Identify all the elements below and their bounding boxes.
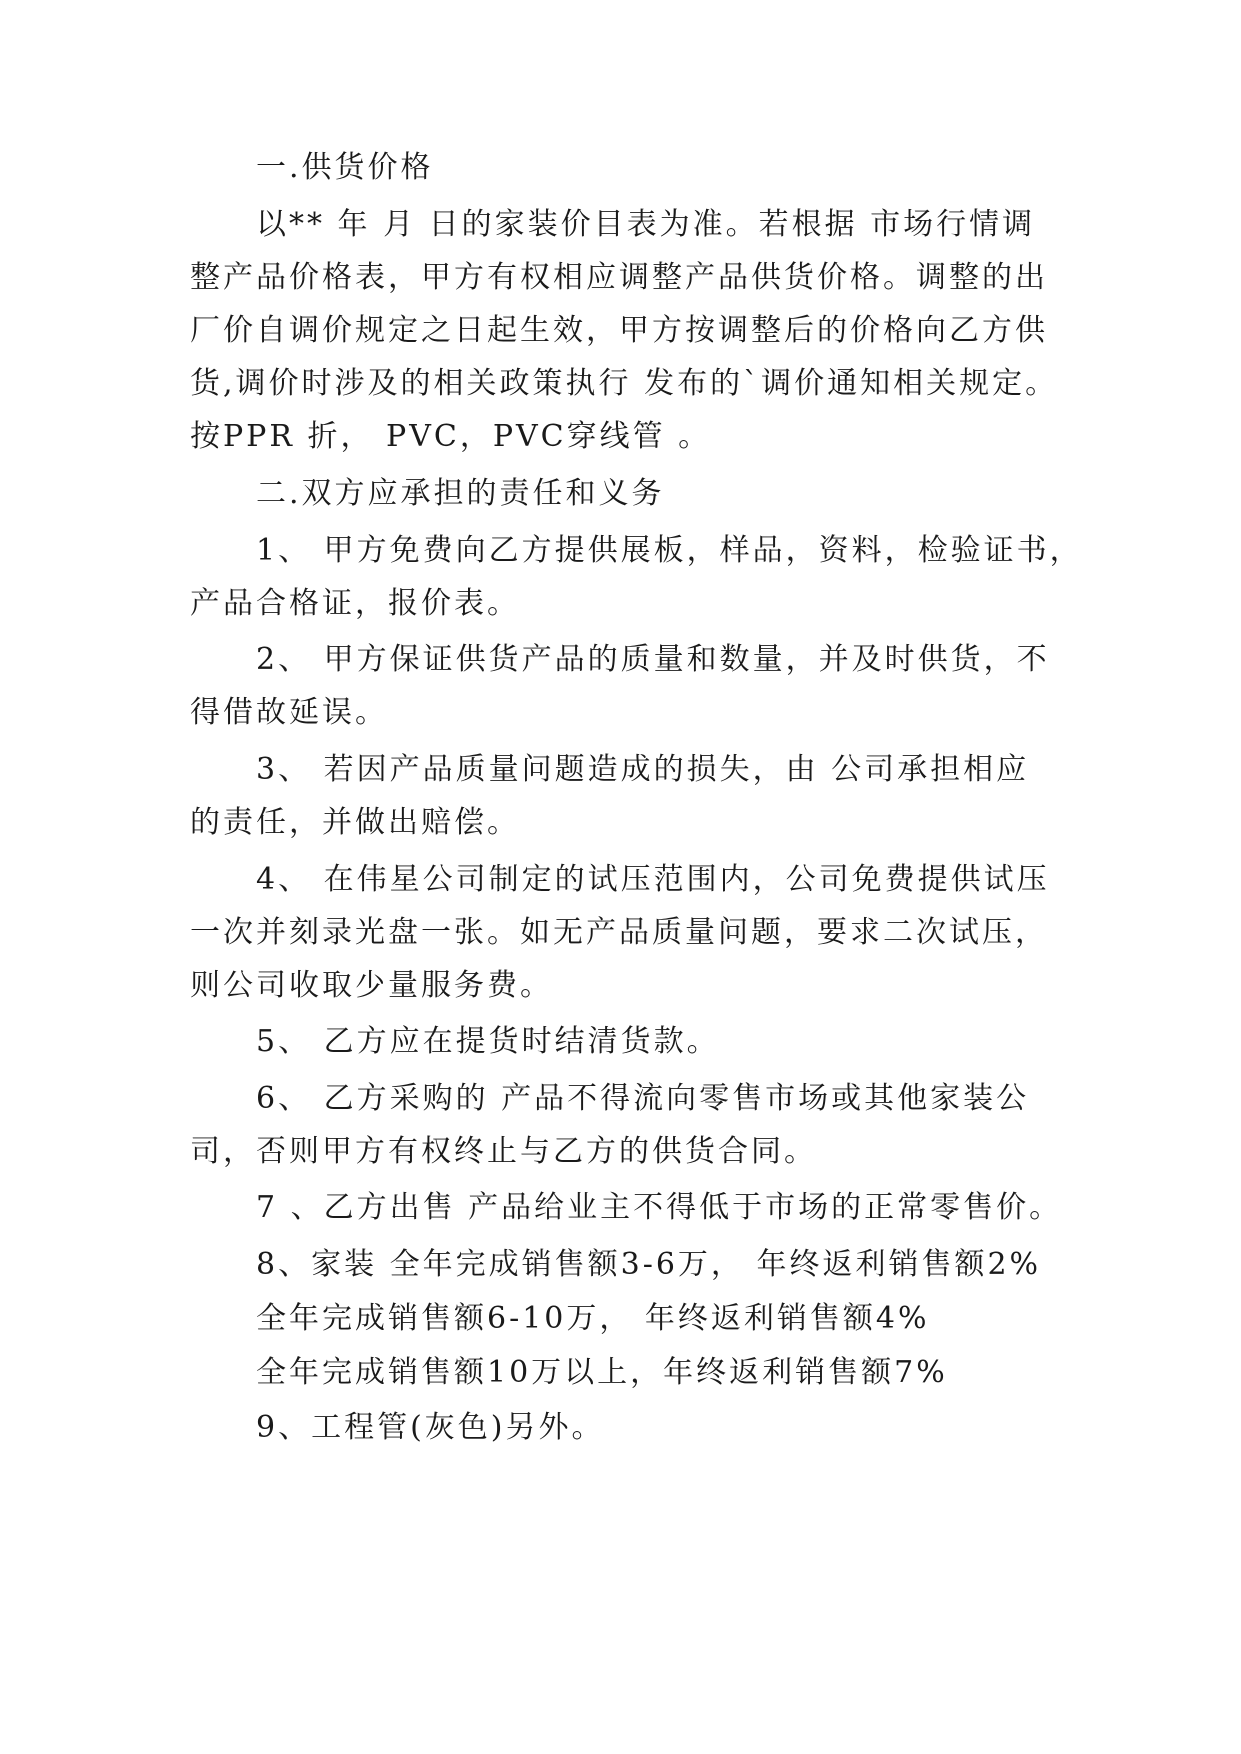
- list-item: 6、 乙方采购的 产品不得流向零售市场或其他家装公: [256, 1081, 1030, 1116]
- list-item: 2、 甲方保证供货产品的质量和数量，并及时供货，不: [256, 642, 1050, 677]
- paragraph-line: 货,调价时涉及的相关政策执行 发布的`调价通知相关规定。: [190, 366, 1059, 401]
- section-heading-supply-price: 一.供货价格: [256, 150, 434, 185]
- paragraph-line: 的责任，并做出赔偿。: [190, 805, 520, 840]
- paragraph-line: 按PPR 折， PVC，PVC穿线管 。: [190, 419, 712, 454]
- list-item: 4、 在伟星公司制定的试压范围内，公司免费提供试压: [256, 862, 1050, 897]
- list-item: 5、 乙方应在提货时结清货款。: [256, 1024, 720, 1059]
- paragraph-line: 司，否则甲方有权终止与乙方的供货合同。: [190, 1134, 817, 1169]
- rebate-tier-line: 全年完成销售额10万以上，年终返利销售额7%: [256, 1355, 948, 1390]
- list-item: 8、家装 全年完成销售额3-6万， 年终返利销售额2%: [256, 1247, 1042, 1282]
- list-item: 1、 甲方免费向乙方提供展板，样品，资料，检验证书，: [256, 533, 1083, 568]
- paragraph-line: 得借故延误。: [190, 695, 388, 730]
- paragraph-line: 产品合格证，报价表。: [190, 586, 520, 621]
- list-item: 3、 若因产品质量问题造成的损失，由 公司承担相应: [256, 752, 1030, 787]
- section-heading-responsibilities: 二.双方应承担的责任和义务: [256, 476, 665, 511]
- list-item: 9、工程管(灰色)另外。: [256, 1410, 605, 1445]
- list-item: 7 、乙方出售 产品给业主不得低于市场的正常零售价。: [256, 1190, 1063, 1225]
- paragraph-line: 整产品价格表，甲方有权相应调整产品供货价格。调整的出: [190, 260, 1048, 295]
- rebate-tier-line: 全年完成销售额6-10万， 年终返利销售额4%: [256, 1301, 930, 1336]
- paragraph-line: 以** 年 月 日的家装价目表为准。若根据 市场行情调: [256, 207, 1036, 242]
- paragraph-line: 一次并刻录光盘一张。如无产品质量问题，要求二次试压，: [190, 915, 1048, 950]
- paragraph-line: 则公司收取少量服务费。: [190, 968, 553, 1003]
- paragraph-line: 厂价自调价规定之日起生效，甲方按调整后的价格向乙方供: [190, 313, 1048, 348]
